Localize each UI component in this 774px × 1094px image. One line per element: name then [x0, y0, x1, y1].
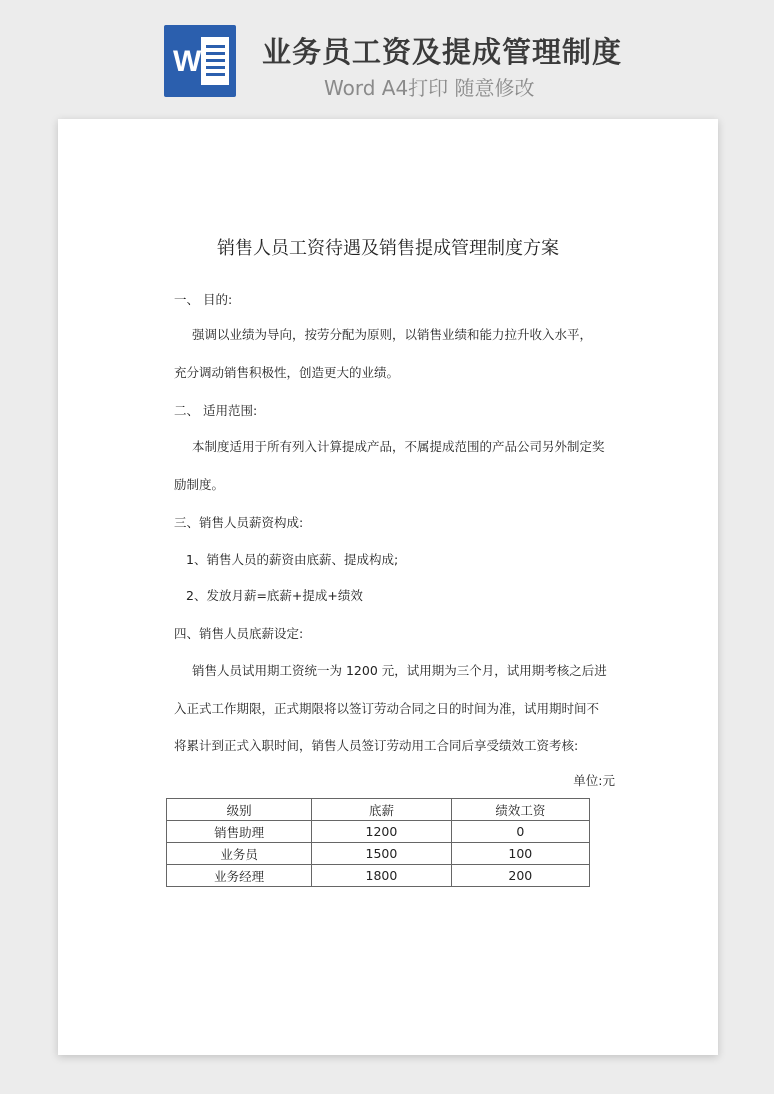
paragraph: 入正式工作期限，正式期限将以签订劳动合同之日的时间为准，试用期时间不 [174, 701, 600, 716]
table-cell: 1800 [312, 865, 451, 887]
paragraph: 本制度适用于所有列入计算提成产品，不属提成范围的产品公司另外制定奖 [192, 439, 605, 454]
document-page [58, 119, 718, 1055]
table-cell: 1200 [312, 821, 451, 843]
word-logo-letter: W [173, 45, 202, 78]
section-heading: 三、销售人员薪资构成: [174, 515, 304, 530]
document-title: 销售人员工资待遇及销售提成管理制度方案 [217, 238, 559, 259]
table-cell: 1500 [312, 843, 451, 865]
table-cell: 业务员 [167, 843, 312, 865]
table-header-cell: 级别 [167, 799, 312, 821]
section-heading: 四、销售人员底薪设定: [174, 626, 304, 641]
paragraph: 充分调动销售积极性，创造更大的业绩。 [174, 365, 400, 380]
header-subtitle: Word A4打印 随意修改 [324, 76, 535, 100]
table-row [167, 843, 590, 865]
salary-table [166, 798, 590, 887]
table-cell: 100 [451, 843, 589, 865]
list-item: 1、销售人员的薪资由底薪、提成构成; [186, 552, 399, 567]
paragraph: 强调以业绩为导向，按劳分配为原则，以销售业绩和能力拉升收入水平， [192, 327, 593, 342]
table-cell: 销售助理 [167, 821, 312, 843]
table-cell: 200 [451, 865, 589, 887]
section-heading: 一、 目的: [174, 292, 233, 307]
list-item: 2、发放月薪=底薪+提成+绩效 [186, 588, 363, 603]
section-heading: 二、 适用范围: [174, 403, 258, 418]
table-row [167, 821, 590, 843]
table-cell: 0 [451, 821, 589, 843]
paragraph: 励制度。 [174, 477, 225, 492]
table-header-row [167, 799, 590, 821]
table-header-cell: 绩效工资 [451, 799, 589, 821]
table-header-cell: 底薪 [312, 799, 451, 821]
header [0, 0, 774, 118]
paragraph: 销售人员试用期工资统一为 1200 元，试用期为三个月，试用期考核之后进 [192, 663, 607, 678]
unit-label: 单位:元 [573, 773, 615, 788]
header-title: 业务员工资及提成管理制度 [262, 35, 623, 69]
paragraph: 将累计到正式入职时间，销售人员签订劳动用工合同后享受绩效工资考核: [174, 738, 579, 753]
table-row [167, 865, 590, 887]
word-icon [164, 25, 236, 97]
table-cell: 业务经理 [167, 865, 312, 887]
